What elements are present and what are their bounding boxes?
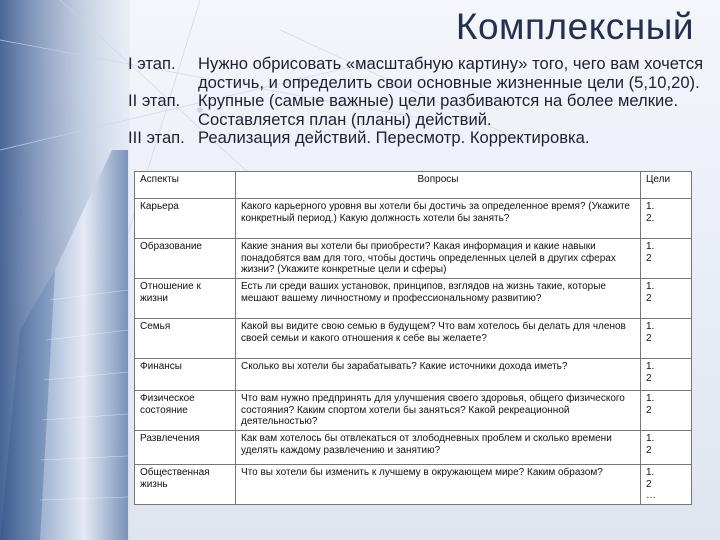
goal-item: 1. — [646, 201, 655, 212]
goal-item: 1. — [646, 467, 655, 478]
goals-cell — [641, 465, 692, 505]
goal-item: 2 — [646, 444, 652, 456]
question-cell: Что вам нужно предпринять для улучшения своего здоровья, общего физического состояния? Каким спортом хотели бы заняться? Какой рекреационной деятельностью? — [236, 391, 641, 431]
question-cell: Есть ли среди ваших установок, принципов, взглядов на жизнь такие, которые мешают вашему личностному и профессиональному развитию? — [236, 279, 641, 319]
aspect-cell: Физическое состояние — [135, 391, 236, 431]
aspect-cell: Развлечения — [135, 431, 236, 465]
goals-cell — [641, 279, 692, 319]
goal-item: 2 — [646, 292, 652, 304]
table-row — [135, 391, 692, 431]
stage-text: Крупные (самые важные) цели разбиваются на более мелкие. Составляется план (планы) действий. — [198, 91, 679, 129]
stage-label: I этап. — [128, 54, 176, 73]
goal-item: 1. — [646, 393, 655, 404]
goal-item: 2 — [646, 332, 652, 344]
goal-item: 2 — [646, 478, 652, 490]
goals-cell — [641, 319, 692, 359]
table-row — [135, 199, 692, 239]
aspect-cell: Карьера — [135, 199, 236, 239]
goal-item: 2 — [646, 404, 652, 416]
header-aspects: Аспекты — [135, 172, 236, 199]
stage-text: Нужно обрисовать «масштабную картину» того, чего вам хочется достичь, и определить свои основные жизненные цели (5,10,20). — [198, 54, 704, 92]
goal-item: 1. — [646, 321, 655, 332]
stages-list — [128, 55, 708, 148]
table-row — [135, 319, 692, 359]
question-cell: Какого карьерного уровня вы хотели бы достичь за определенное время? (Укажите конкретный период.) Какую должность хотели бы занять? — [236, 199, 641, 239]
stage-label: III этап. — [128, 128, 185, 148]
goals-cell — [641, 239, 692, 279]
goal-item: 2. — [646, 212, 655, 224]
table-row — [135, 431, 692, 465]
goals-cell — [641, 431, 692, 465]
goal-item: 1. — [646, 281, 655, 292]
header-goals: Цели — [641, 172, 692, 199]
question-cell: Как вам хотелось бы отвлекаться от злободневных проблем и сколько времени уделять каждому развлечению и занятию? — [236, 431, 641, 465]
goal-item: 1. — [646, 361, 655, 372]
goals-cell — [641, 359, 692, 391]
table-row — [135, 465, 692, 505]
stage-label: II этап. — [128, 91, 181, 111]
aspect-cell: Отношение к жизни — [135, 279, 236, 319]
aspect-cell: Семья — [135, 319, 236, 359]
question-cell: Сколько вы хотели бы зарабатывать? Какие источники дохода иметь? — [236, 359, 641, 391]
stage-item — [128, 92, 708, 129]
goals-cell — [641, 391, 692, 431]
aspect-cell: Образование — [135, 239, 236, 279]
stage-item — [128, 55, 708, 92]
goals-table — [134, 171, 692, 505]
stage-item — [128, 129, 708, 148]
question-cell: Какие знания вы хотели бы приобрести? Какая информация и какие навыки понадобятся вам для того, чтобы достичь определенных целей в других сферах жизни? (Укажите конкретные цели и сферы) — [236, 239, 641, 279]
goal-item: … — [646, 490, 656, 501]
goal-item: 2 — [646, 252, 652, 264]
goal-item: 1. — [646, 433, 655, 444]
header-questions: Вопросы — [236, 172, 641, 199]
aspect-cell: Финансы — [135, 359, 236, 391]
goal-item: 2 — [646, 372, 652, 384]
slide-title: Комплексный — [455, 6, 694, 47]
stage-text: Реализация действий. Пересмотр. Корректировка. — [198, 128, 590, 148]
question-cell: Какой вы видите свою семью в будущем? Что вам хотелось бы делать для членов своей семьи и какого отношения к себе вы желаете? — [236, 319, 641, 359]
table-header-row — [135, 172, 692, 199]
question-cell: Что вы хотели бы изменить к лучшему в окружающем мире? Каким образом? — [236, 465, 641, 505]
aspect-cell: Общественная жизнь — [135, 465, 236, 505]
table-row — [135, 239, 692, 279]
table-row — [135, 279, 692, 319]
table-row — [135, 359, 692, 391]
goal-item: 1. — [646, 241, 655, 252]
goals-cell — [641, 199, 692, 239]
